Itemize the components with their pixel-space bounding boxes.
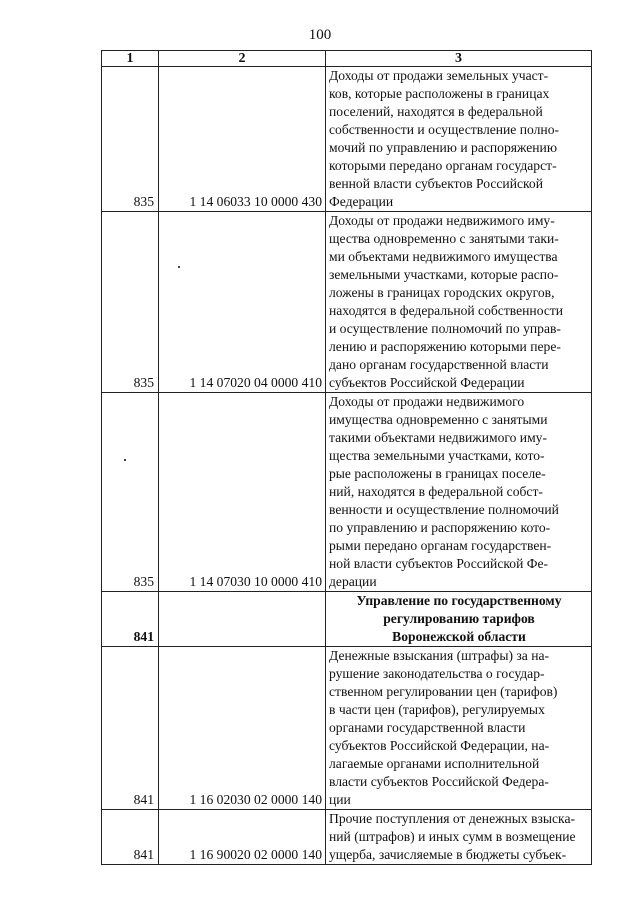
revenue-classification-table: [101, 50, 592, 865]
description-line: рыми передано органам государствен-: [329, 538, 552, 553]
description-line: земельными участками, которые распо-: [329, 267, 559, 282]
header-col-2: 2: [159, 51, 326, 67]
description-line: Денежные взыскания (штрафы) за на-: [329, 648, 550, 663]
table-row: [102, 810, 592, 865]
description-line: ний (штрафов) и иных сумм в возмещение: [329, 829, 576, 844]
description-line: щества одновременно с занятыми таки-: [329, 231, 559, 246]
admin-code-cell: 841: [102, 647, 159, 810]
description-cell: [326, 592, 592, 647]
description-line: органами государственной власти: [329, 720, 526, 735]
description-cell: [326, 67, 592, 212]
table-row: [102, 67, 592, 212]
kbk-code-cell: 1 14 06033 10 0000 430: [159, 67, 326, 212]
description-line: щества земельными участками, кото-: [329, 448, 545, 463]
description-line: в части цен (тарифов), регулируемых: [329, 702, 545, 717]
description-line: ний, находятся в федеральной собст-: [329, 484, 543, 499]
description-line: ной власти субъектов Российской Фе-: [329, 556, 549, 571]
description-line: Доходы от продажи земельных участ-: [329, 68, 549, 83]
description-line: Федерации: [329, 194, 394, 209]
description-cell: [326, 647, 592, 810]
description-line: субъектов Российской Федерации, на-: [329, 738, 550, 753]
kbk-code-cell: 1 16 02030 02 0000 140: [159, 647, 326, 810]
table-row-section: [102, 592, 592, 647]
kbk-code-cell: 1 14 07030 10 0000 410: [159, 393, 326, 592]
table-header-row: [102, 51, 592, 67]
description-line: мочий по управлению и распоряжению: [329, 140, 557, 155]
description-line: по управлению и распоряжению кото-: [329, 520, 551, 535]
description-line: ственном регулировании цен (тарифов): [329, 684, 558, 699]
description-line: поселений, находятся в федеральной: [329, 104, 543, 119]
description-line: ущерба, зачисляемые в бюджеты субъек-: [329, 847, 567, 862]
page-number: 100: [308, 27, 332, 43]
header-col-3: 3: [326, 51, 592, 67]
description-line: рушение законодательства о государ-: [329, 666, 545, 681]
description-line: Управление по государственному: [356, 593, 562, 608]
description-line: находятся в федеральной собственности: [329, 303, 564, 318]
description-line: Доходы от продажи недвижимого: [329, 394, 525, 409]
kbk-code-cell: [159, 592, 326, 647]
description-line: рые расположены в границах поселе-: [329, 466, 546, 481]
description-cell: [326, 212, 592, 393]
description-line: дано органам государственной власти: [329, 357, 549, 372]
description-line: ми объектами недвижимого имущества: [329, 249, 558, 264]
description-line: собственности и осуществление полно-: [329, 122, 560, 137]
admin-code-cell: 841: [102, 592, 159, 647]
description-line: лагаемые органами исполнительной: [329, 756, 540, 771]
table-row: [102, 212, 592, 393]
header-col-1: 1: [102, 51, 159, 67]
description-cell: [326, 393, 592, 592]
description-line: лению и распоряжению которыми пере-: [329, 339, 561, 354]
description-line: дерации: [329, 574, 377, 589]
scan-speck: [124, 459, 126, 461]
description-line: Прочие поступления от денежных взыска-: [329, 811, 576, 826]
description-line: венности и осуществление полномочий: [329, 502, 559, 517]
admin-code-cell: 841: [102, 810, 159, 865]
admin-code-cell: 835: [102, 212, 159, 393]
kbk-code-cell: 1 14 07020 04 0000 410: [159, 212, 326, 393]
description-line: ции: [329, 792, 351, 807]
description-line: и осуществление полномочий по управ-: [329, 321, 561, 336]
table-body: [102, 67, 592, 865]
scan-speck: [178, 266, 180, 268]
table-row: [102, 647, 592, 810]
description-line: которыми передано органам государст-: [329, 158, 557, 173]
description-line: Воронежской области: [392, 629, 526, 644]
admin-code-cell: 835: [102, 393, 159, 592]
kbk-code-cell: 1 16 90020 02 0000 140: [159, 810, 326, 865]
description-line: ков, которые расположены в границах: [329, 86, 550, 101]
table-row: [102, 393, 592, 592]
description-line: власти субъектов Российской Федера-: [329, 774, 549, 789]
description-line: субъектов Российской Федерации: [329, 375, 525, 390]
description-line: регулированию тарифов: [383, 611, 535, 626]
description-cell: [326, 810, 592, 865]
description-line: ложены в границах городских округов,: [329, 285, 555, 300]
description-line: венной власти субъектов Российской: [329, 176, 544, 191]
description-line: такими объектами недвижимого иму-: [329, 430, 548, 445]
description-line: имущества одновременно с занятыми: [329, 412, 548, 427]
description-line: Доходы от продажи недвижимого иму-: [329, 213, 555, 228]
admin-code-cell: 835: [102, 67, 159, 212]
